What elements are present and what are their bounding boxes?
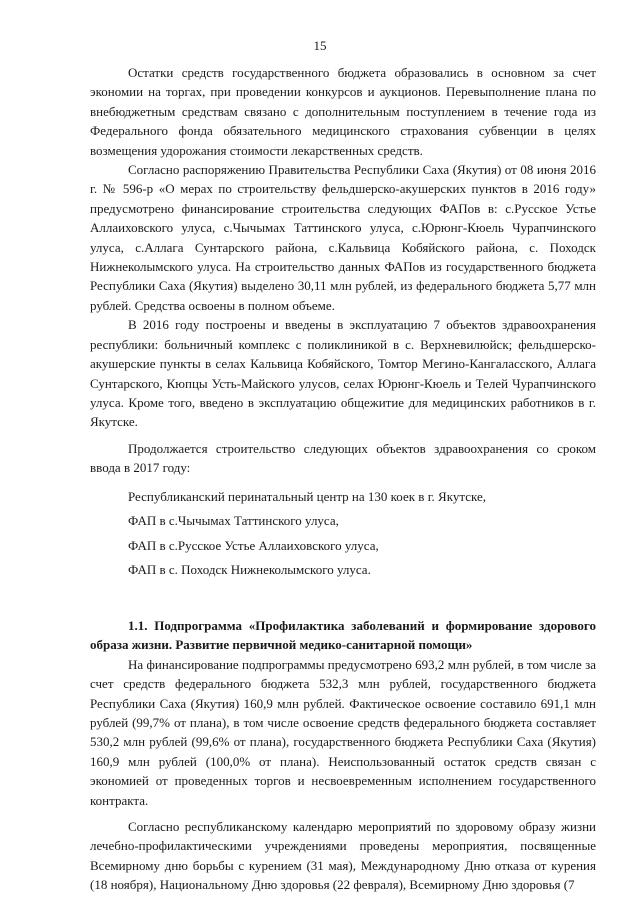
section-heading: 1.1. Подпрограмма «Профилактика заболеваний и формирование здорового образа жизни. Развитие первичной медико-санитарной помощи» bbox=[90, 617, 596, 653]
paragraph-budget-savings: Остатки средств государственного бюджета образовались в основном за счет экономии на торгах, при проведении конкурсов и аукционов. Перевыполнение плана по внебюджетным средствам связано с дополнительным поступлением в течение года из Федерального фонда обязательного медицинского страхования субвенции в целях возмещения удорожания стоимости лекарственных средств. bbox=[90, 65, 596, 158]
paragraph-objects-commissioned: В 2016 году построены и введены в эксплуатацию 7 объектов здравоохранения республики: больничный комплекс с поликлиникой в с. Верхневилюйск; фельдшерско-акушерские пункты в селах Кальвица Кобяйского, Томтор Мегино-Кангаласского, Аллага Сунтарского, Кюпцы Усть-Майского улусов, селах Юрюнг-Кюель и Телей Чурапчинского улуса. Кроме того, введено в эксплуатацию общежитие для медицинских работников в г. Якутске. bbox=[90, 317, 596, 430]
spacer bbox=[90, 583, 596, 616]
list-item: ФАП в с.Чычымах Таттинского улуса, bbox=[128, 513, 339, 529]
spacer bbox=[90, 810, 596, 817]
list-item: ФАП в с.Русское Устье Аллаиховского улуса, bbox=[128, 537, 379, 553]
paragraph-construction-continues: Продолжается строительство следующих объектов здравоохранения со сроком ввода в 2017 году: bbox=[90, 440, 596, 476]
list-item: ФАП в с. Походск Нижнеколымского улуса. bbox=[128, 562, 371, 578]
paragraph-fap-construction: Согласно распоряжению Правительства Республики Саха (Якутия) от 08 июня 2016 г. № 596-р «О мерах по строительству фельдшерско-акушерских пунктов в 2016 году» предусмотрено финансирование строительства следующих ФАПов в: с.Русское Устье Аллаиховского улуса, с.Чычымах Таттинского улуса, с.Юрюнг-Кюель Чурапчинского улуса, с.Аллага Сунтарского района, с.Кальвица Кобяйского района, с. Походск Нижнеколымского улуса. На строительство данных ФАПов из государственного бюджета Республики Саха (Якутия) выделено 30,11 млн рублей, из федерального бюджета 5,77 млн рублей. Средства освоены в полном объеме. bbox=[90, 162, 596, 313]
objects-list bbox=[90, 485, 596, 583]
spacer bbox=[90, 432, 596, 439]
page-content bbox=[90, 63, 596, 895]
spacer bbox=[90, 478, 596, 485]
paragraph-healthy-lifestyle-calendar: Согласно республиканскому календарю мероприятий по здоровому образу жизни лечебно-профилактическими учреждениями проведены мероприятия, посвященные Всемирному дню борьбы с курением (31 мая), Международному Дню отказа от курения (18 ноября), Национальному Дню здоровья (22 февраля), Всемирному Дню здоровья (7 bbox=[90, 818, 596, 893]
list-item: Республиканский перинатальный центр на 130 коек в г. Якутске, bbox=[128, 488, 486, 504]
paragraph-subprogram-financing: На финансирование подпрограммы предусмотрено 693,2 млн рублей, в том числе за счет средств федерального бюджета 532,3 млн рублей, государственного бюджета Республики Саха (Якутия) 160,9 млн рублей. Фактическое освоение составило 691,1 млн рублей (99,7% от плана), в том числе освоение средств федерального бюджета составляет 530,2 млн рублей (99,6% от плана), государственного бюджета Республики Саха (Якутия) 160,9 млн рублей (100,0% от плана). Неиспользованный остаток средств связан с экономией от проведенных торгов и несвоевременным исполнением государственного контракта. bbox=[90, 656, 596, 808]
page-number: 15 bbox=[313, 38, 327, 53]
